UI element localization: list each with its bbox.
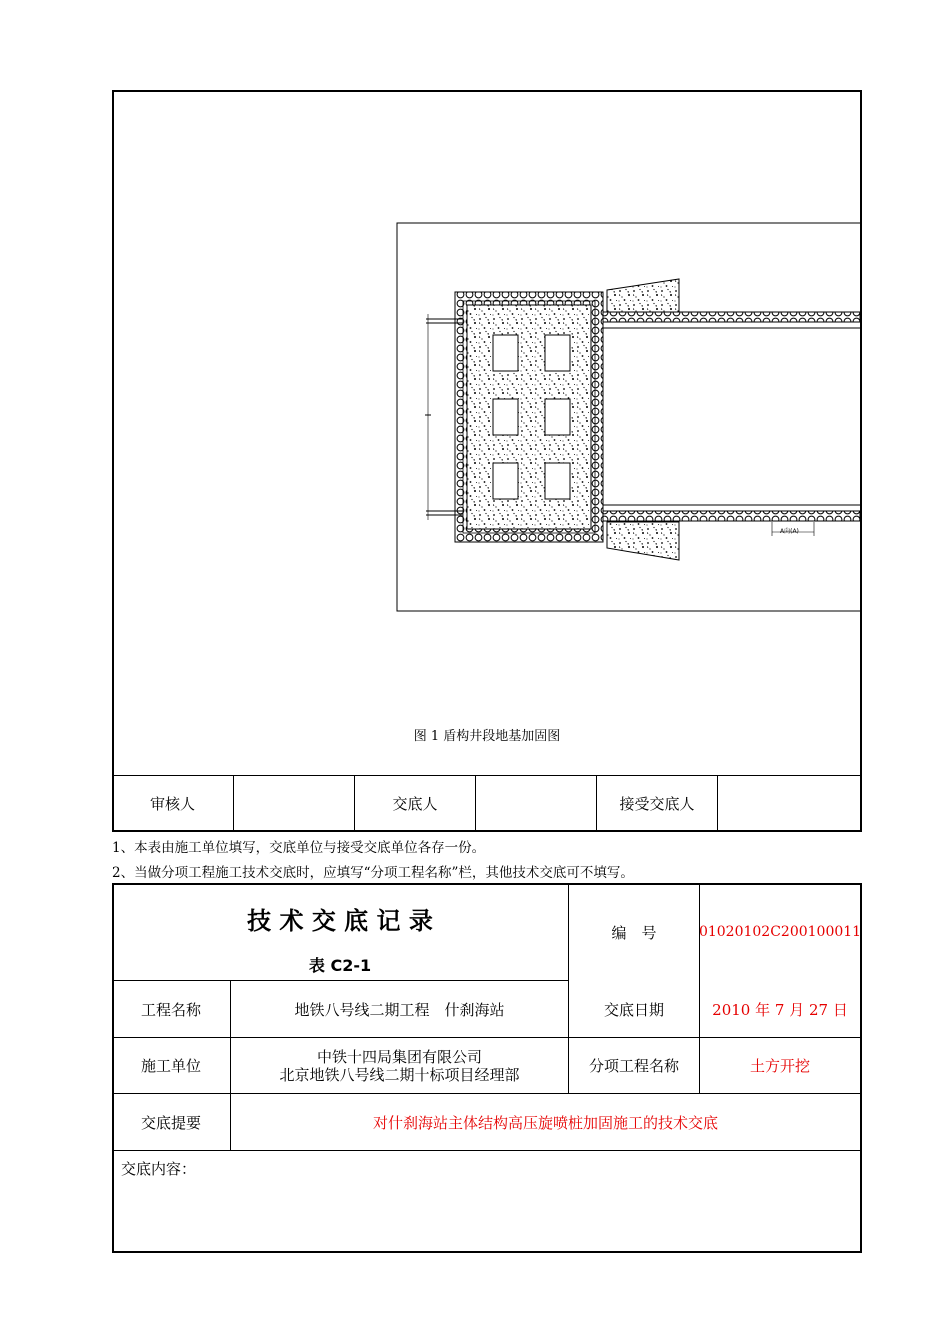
receiver-value[interactable] <box>718 776 860 831</box>
subitem-value[interactable]: 土方开挖 <box>749 1057 810 1075</box>
opening <box>493 335 518 371</box>
date-label: 交底日期 <box>603 1000 664 1019</box>
opening <box>545 399 570 435</box>
reviewer-label: 审核人 <box>149 795 195 813</box>
opening <box>545 463 570 499</box>
subitem-label: 分项工程名称 <box>588 1057 679 1075</box>
note-2: 2、当做分项工程施工技术交底时，应填写“分项工程名称”栏，其他技术交底可不填写。 <box>112 865 634 881</box>
number-value[interactable]: 01020102C200100011 <box>698 924 862 940</box>
form-code: 表 C2-1 <box>308 955 372 975</box>
number-label: 编 号 <box>611 923 657 942</box>
receiver-label: 接受交底人 <box>619 795 695 813</box>
summary-label: 交底提要 <box>140 1113 201 1132</box>
contractor-value-line2: 北京地铁八号线二期十标项目经理部 <box>279 1065 520 1084</box>
discloser-label: 交底人 <box>392 795 438 813</box>
summary-value[interactable]: 对什刹海站主体结构高压旋喷桩加固施工的技术交底 <box>372 1113 718 1132</box>
contractor-label: 施工单位 <box>140 1057 201 1075</box>
contractor-value[interactable] <box>231 1038 568 1093</box>
figure-caption: 图 1 盾构井段地基加固图 <box>413 729 561 744</box>
date-value[interactable]: 2010 年 7 月 27 日 <box>712 1000 848 1019</box>
foundation-reinforcement-drawing <box>114 92 860 732</box>
opening <box>545 335 570 371</box>
contractor-value-line1: 中铁十四局集团有限公司 <box>316 1047 482 1066</box>
content-label: 交底内容： <box>121 1160 197 1178</box>
opening <box>493 399 518 435</box>
project-name-label: 工程名称 <box>140 1000 201 1019</box>
content-area[interactable] <box>114 1180 860 1251</box>
opening <box>493 463 518 499</box>
form-title: 技 术 交 底 记 录 <box>247 906 433 935</box>
project-name-value[interactable]: 地铁八号线二期工程 什刹海站 <box>294 1000 505 1019</box>
discloser-value[interactable] <box>476 776 596 831</box>
drawing-scale-label: A向(A) <box>780 528 799 535</box>
note-1: 1、本表由施工单位填写，交底单位与接受交底单位各存一份。 <box>112 840 486 856</box>
reviewer-value[interactable] <box>234 776 354 831</box>
